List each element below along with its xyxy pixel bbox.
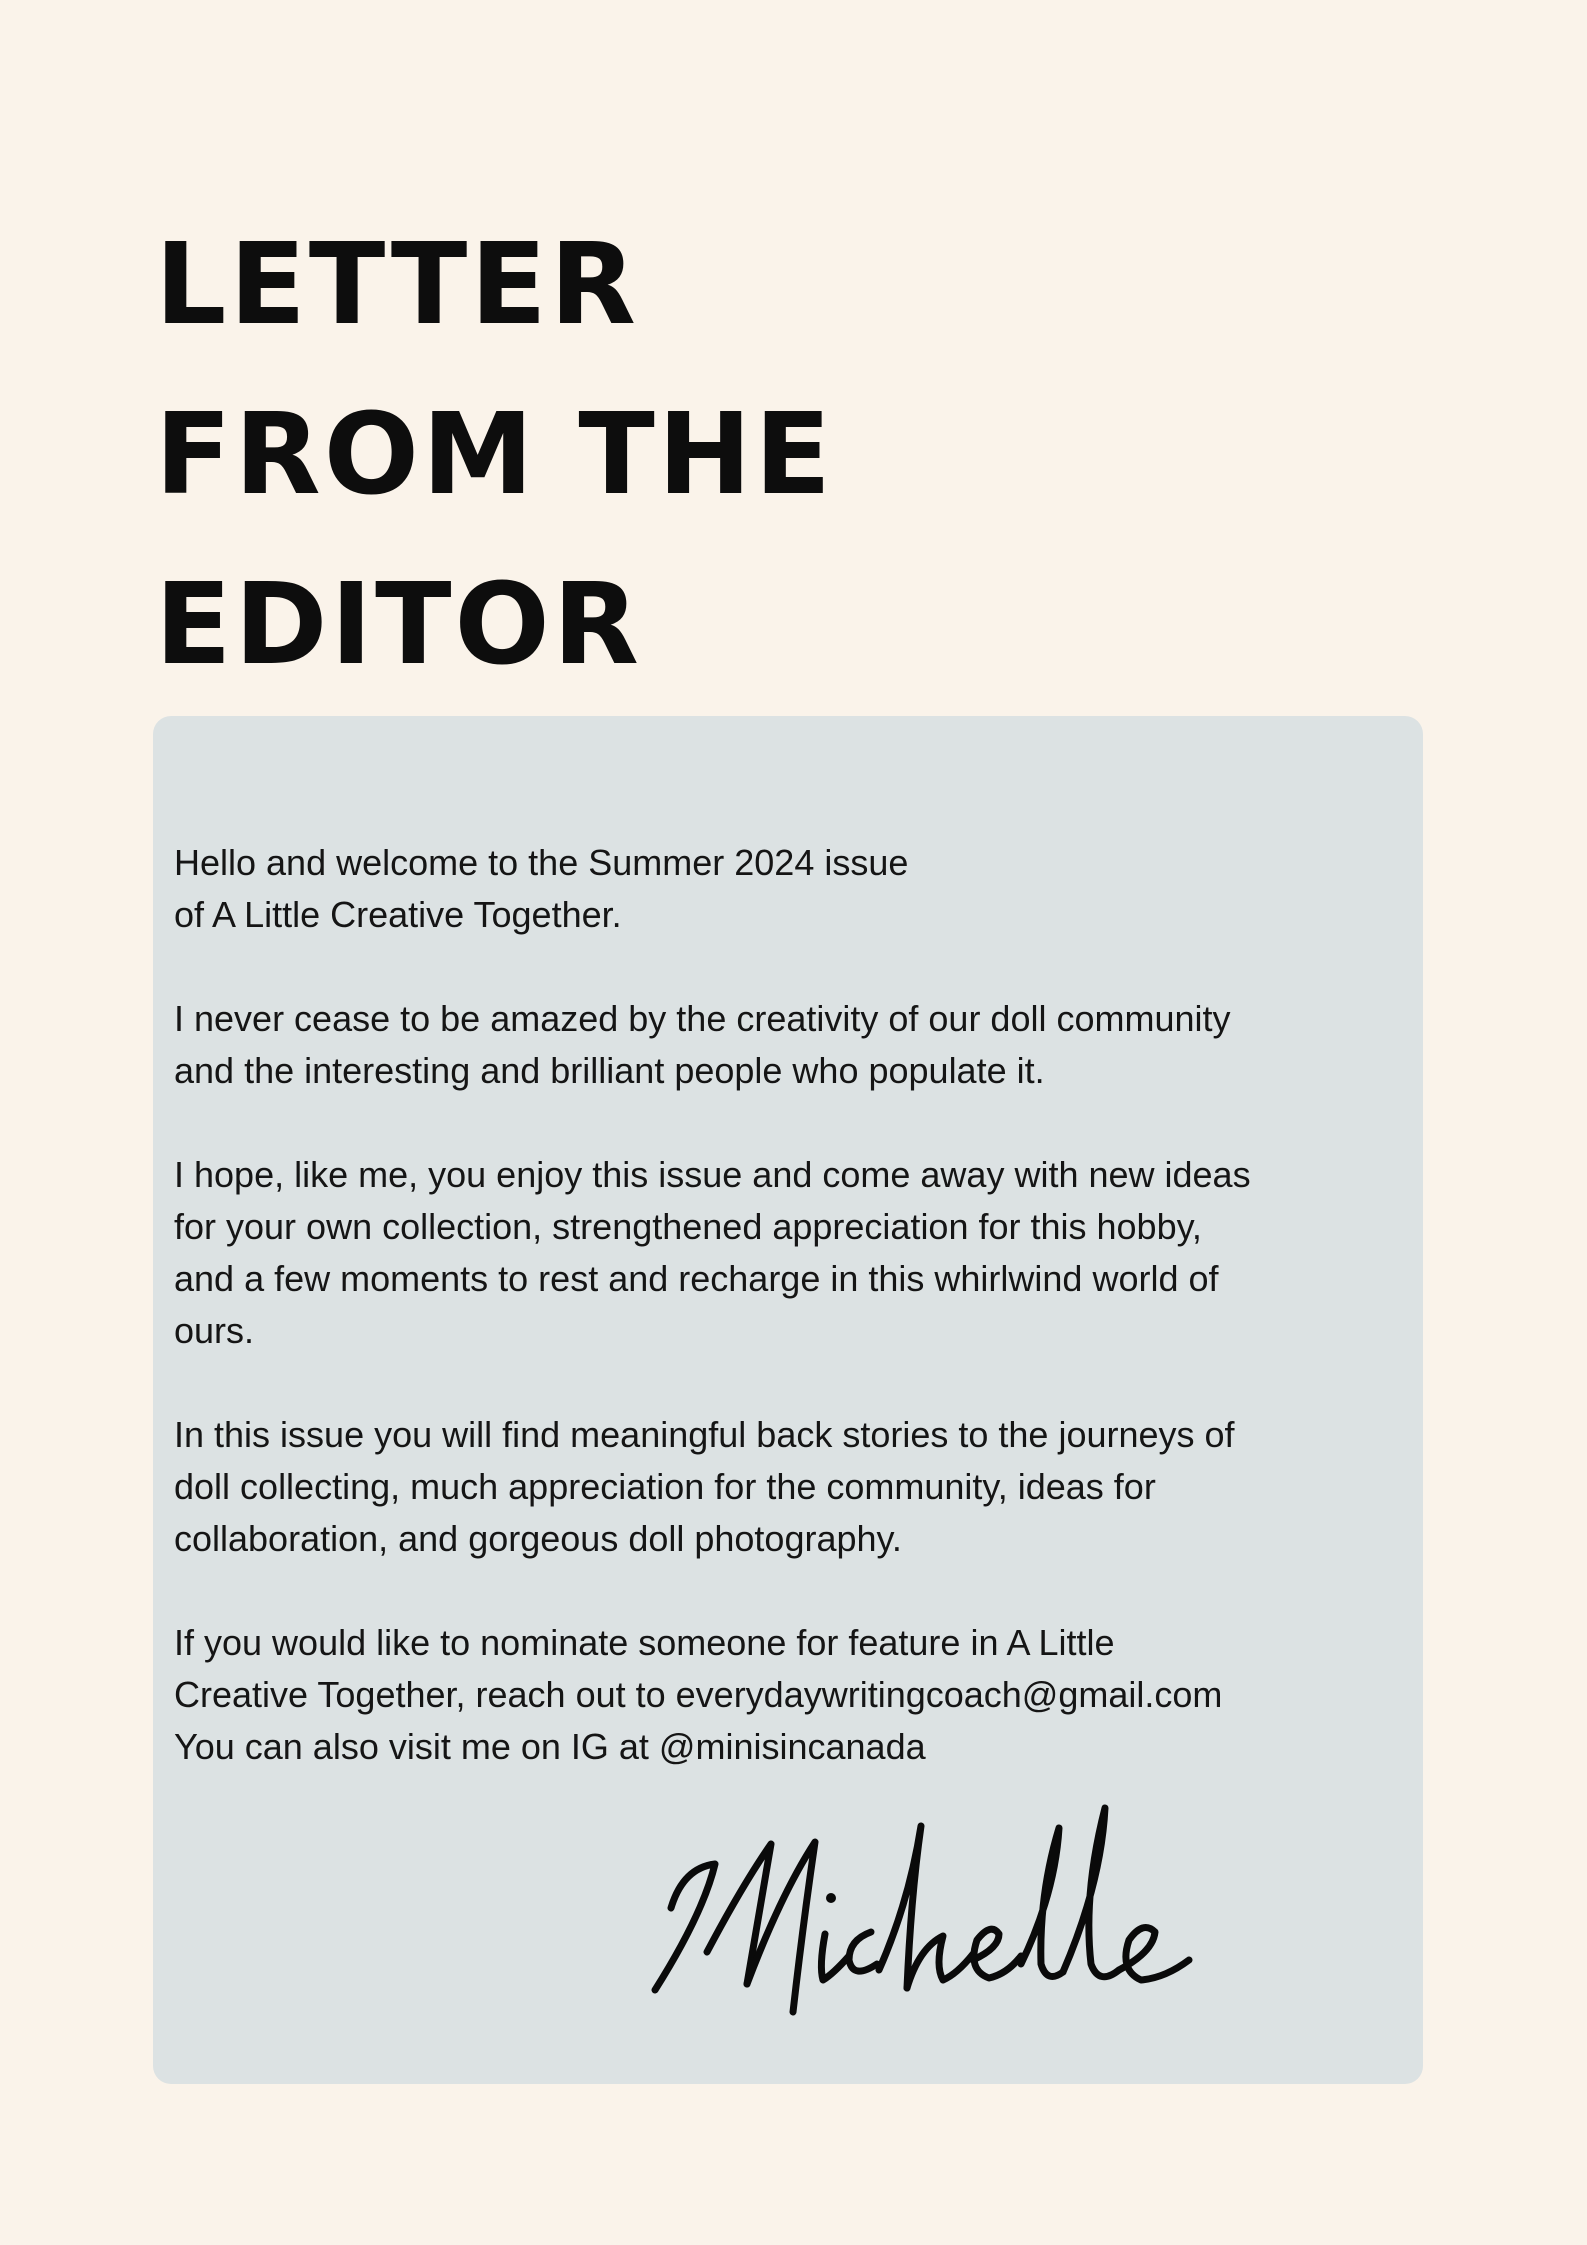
title-line-1: LETTER (155, 220, 639, 350)
signature-graphic (643, 1784, 1363, 2024)
letter-card (153, 716, 1423, 2084)
letter-paragraph-4 (174, 1409, 1414, 1565)
letter-line: of A Little Creative Together. (174, 894, 622, 935)
letter-line: and a few moments to rest and recharge in this whirlwind world of (174, 1258, 1219, 1299)
letter-paragraph-2 (174, 993, 1414, 1097)
page-title (155, 200, 834, 710)
letter-line: I never cease to be amazed by the creativity of our doll community (174, 998, 1231, 1039)
editor-signature (643, 1784, 1363, 2024)
letter-line: Hello and welcome to the Summer 2024 issue (174, 842, 909, 883)
letter-body (174, 837, 1414, 1773)
letter-line: In this issue you will find meaningful back stories to the journeys of (174, 1414, 1235, 1455)
letter-line: If you would like to nominate someone for feature in A Little (174, 1622, 1115, 1663)
letter-line: ours. (174, 1310, 255, 1351)
title-line-2: FROM THE (155, 390, 835, 520)
letter-line: doll collecting, much appreciation for the community, ideas for (174, 1466, 1156, 1507)
letter-line: Creative Together, reach out to everydaywritingcoach@gmail.com (174, 1674, 1223, 1715)
letter-paragraph-1 (174, 837, 1414, 941)
letter-line: for your own collection, strengthened appreciation for this hobby, (174, 1206, 1202, 1247)
letter-line: and the interesting and brilliant people who populate it. (174, 1050, 1045, 1091)
letter-line: I hope, like me, you enjoy this issue and come away with new ideas (174, 1154, 1251, 1195)
title-line-3: EDITOR (155, 560, 642, 690)
letter-paragraph-3 (174, 1149, 1414, 1357)
letter-line: You can also visit me on IG at @minisincanada (174, 1726, 926, 1767)
letter-line: collaboration, and gorgeous doll photography. (174, 1518, 902, 1559)
letter-paragraph-5 (174, 1617, 1414, 1773)
